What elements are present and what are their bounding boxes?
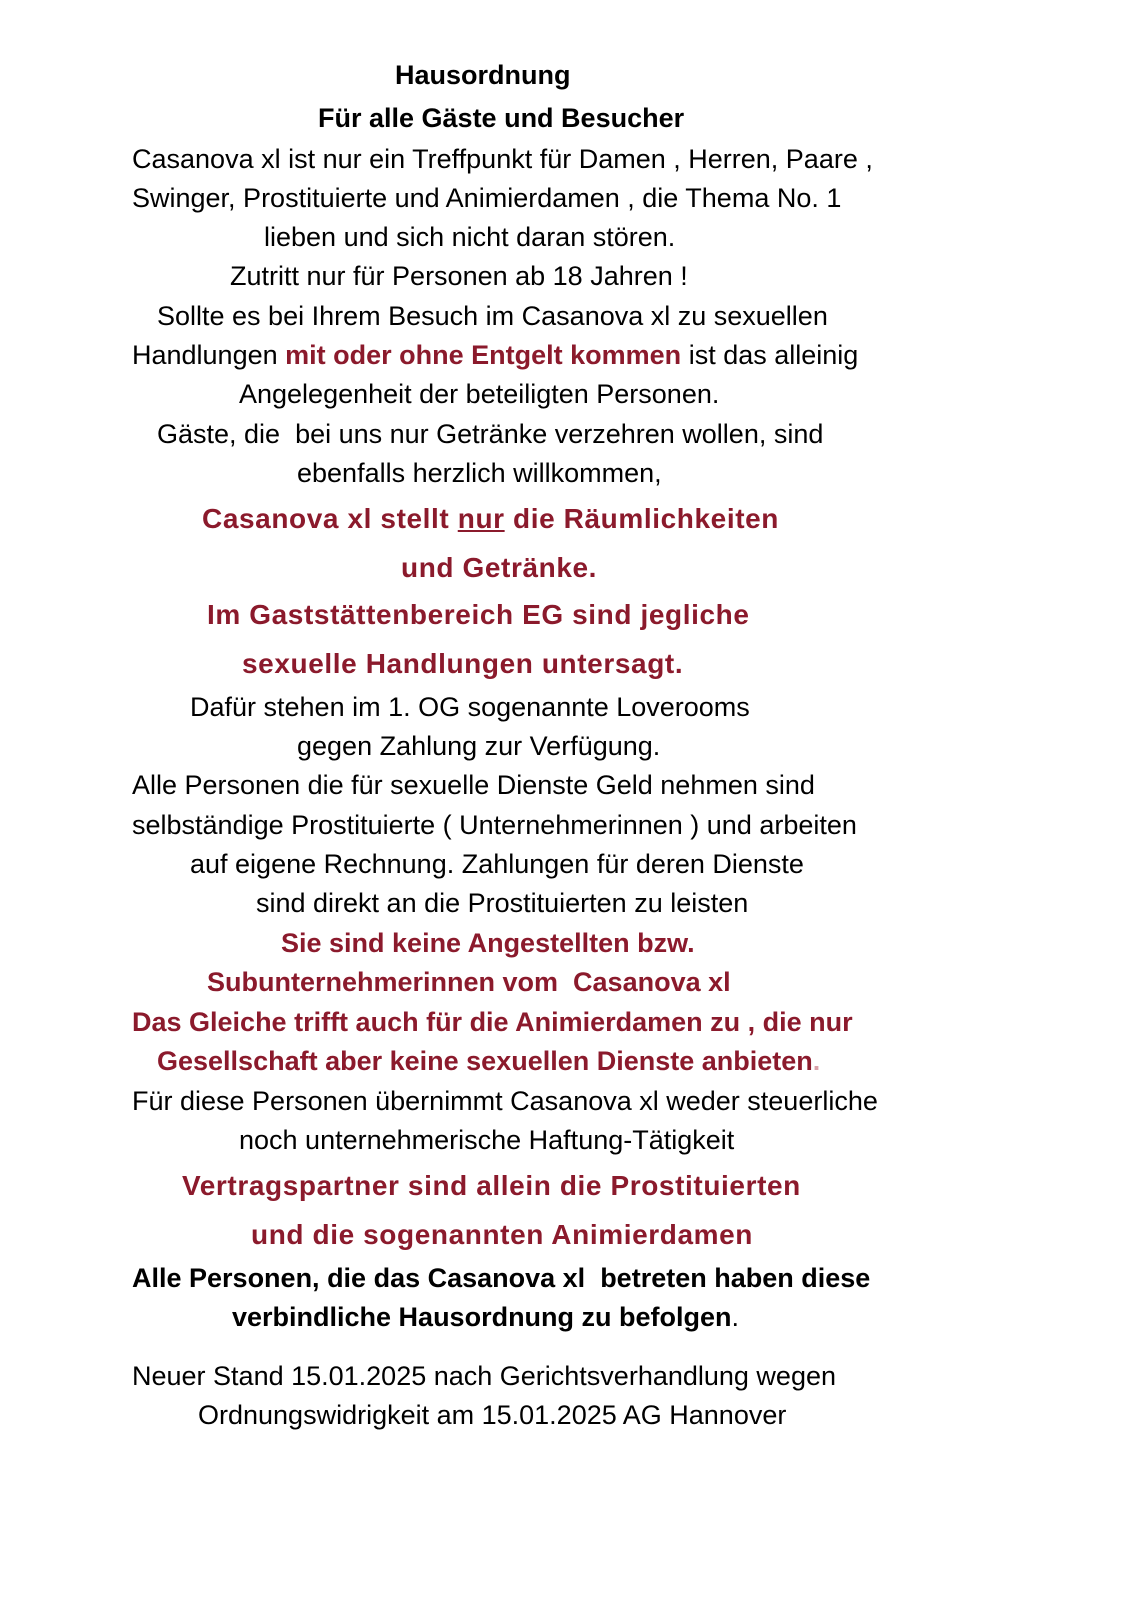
text-segment: Gesellschaft aber keine sexuellen Dienste anbieten bbox=[157, 1046, 813, 1076]
paragraph-line: auf eigene Rechnung. Zahlungen für deren Dienste bbox=[190, 849, 804, 879]
highlight-line bbox=[157, 1048, 820, 1075]
bold-notice-line bbox=[232, 1304, 739, 1331]
paragraph-line: Gäste, die bei uns nur Getränke verzehren wollen, sind bbox=[157, 419, 824, 449]
paragraph-line: Für diese Personen übernimmt Casanova xl weder steuerliche bbox=[132, 1086, 878, 1116]
footer-line: Ordnungswidrigkeit am 15.01.2025 AG Hannover bbox=[198, 1400, 787, 1430]
highlight-line: Subunternehmerinnen vom Casanova xl bbox=[207, 967, 731, 997]
highlight-heading: sexuelle Handlungen untersagt. bbox=[242, 648, 684, 679]
paragraph-line: gegen Zahlung zur Verfügung. bbox=[297, 731, 661, 761]
highlight-heading: Vertragspartner sind allein die Prostituierten bbox=[182, 1170, 801, 1201]
paragraph-line: Angelegenheit der beteiligten Personen. bbox=[239, 379, 720, 409]
paragraph-line-mixed bbox=[132, 342, 858, 369]
highlight-heading: und die sogenannten Animierdamen bbox=[251, 1219, 753, 1250]
paragraph-line: noch unternehmerische Haftung-Tätigkeit bbox=[239, 1125, 735, 1155]
text-segment: verbindliche Hausordnung zu befolgen bbox=[232, 1302, 732, 1332]
text-segment: . bbox=[812, 1046, 821, 1076]
text-segment: Casanova xl stellt bbox=[202, 503, 458, 534]
highlight-segment: mit oder ohne Entgelt kommen bbox=[285, 340, 682, 370]
text-segment: Handlungen bbox=[132, 340, 286, 370]
paragraph-line: lieben und sich nicht daran stören. bbox=[264, 222, 676, 252]
paragraph-line: Alle Personen die für sexuelle Dienste Geld nehmen sind bbox=[132, 770, 815, 800]
paragraph-line: Dafür stehen im 1. OG sogenannte Loverooms bbox=[190, 692, 750, 722]
paragraph-line: Sollte es bei Ihrem Besuch im Casanova xl zu sexuellen bbox=[157, 301, 828, 331]
age-notice: Zutritt nur für Personen ab 18 Jahren ! bbox=[230, 261, 688, 291]
paragraph-line: sind direkt an die Prostituierten zu leisten bbox=[256, 888, 749, 918]
highlight-line: Sie sind keine Angestellten bzw. bbox=[281, 928, 695, 958]
highlight-line: Das Gleiche trifft auch für die Animierdamen zu , die nur bbox=[132, 1007, 853, 1037]
underlined-segment: nur bbox=[457, 503, 505, 534]
paragraph-line: Swinger, Prostituierte und Animierdamen , die Thema No. 1 bbox=[132, 183, 842, 213]
paragraph-line: Casanova xl ist nur ein Treffpunkt für Damen , Herren, Paare , bbox=[132, 144, 873, 174]
highlight-heading bbox=[202, 505, 779, 533]
paragraph-line: ebenfalls herzlich willkommen, bbox=[297, 458, 662, 488]
document-title: Hausordnung bbox=[395, 60, 571, 90]
paragraph-line: selbständige Prostituierte ( Unternehmerinnen ) und arbeiten bbox=[132, 810, 857, 840]
text-segment: . bbox=[731, 1302, 740, 1332]
document-subtitle: Für alle Gäste und Besucher bbox=[318, 103, 685, 133]
highlight-heading: und Getränke. bbox=[401, 552, 598, 583]
text-segment: die Räumlichkeiten bbox=[504, 503, 780, 534]
footer-line: Neuer Stand 15.01.2025 nach Gerichtsverhandlung wegen bbox=[132, 1361, 836, 1391]
text-segment: ist das alleinig bbox=[681, 340, 859, 370]
bold-notice-line: Alle Personen, die das Casanova xl betreten haben diese bbox=[132, 1263, 871, 1293]
highlight-heading: Im Gaststättenbereich EG sind jegliche bbox=[207, 599, 750, 630]
